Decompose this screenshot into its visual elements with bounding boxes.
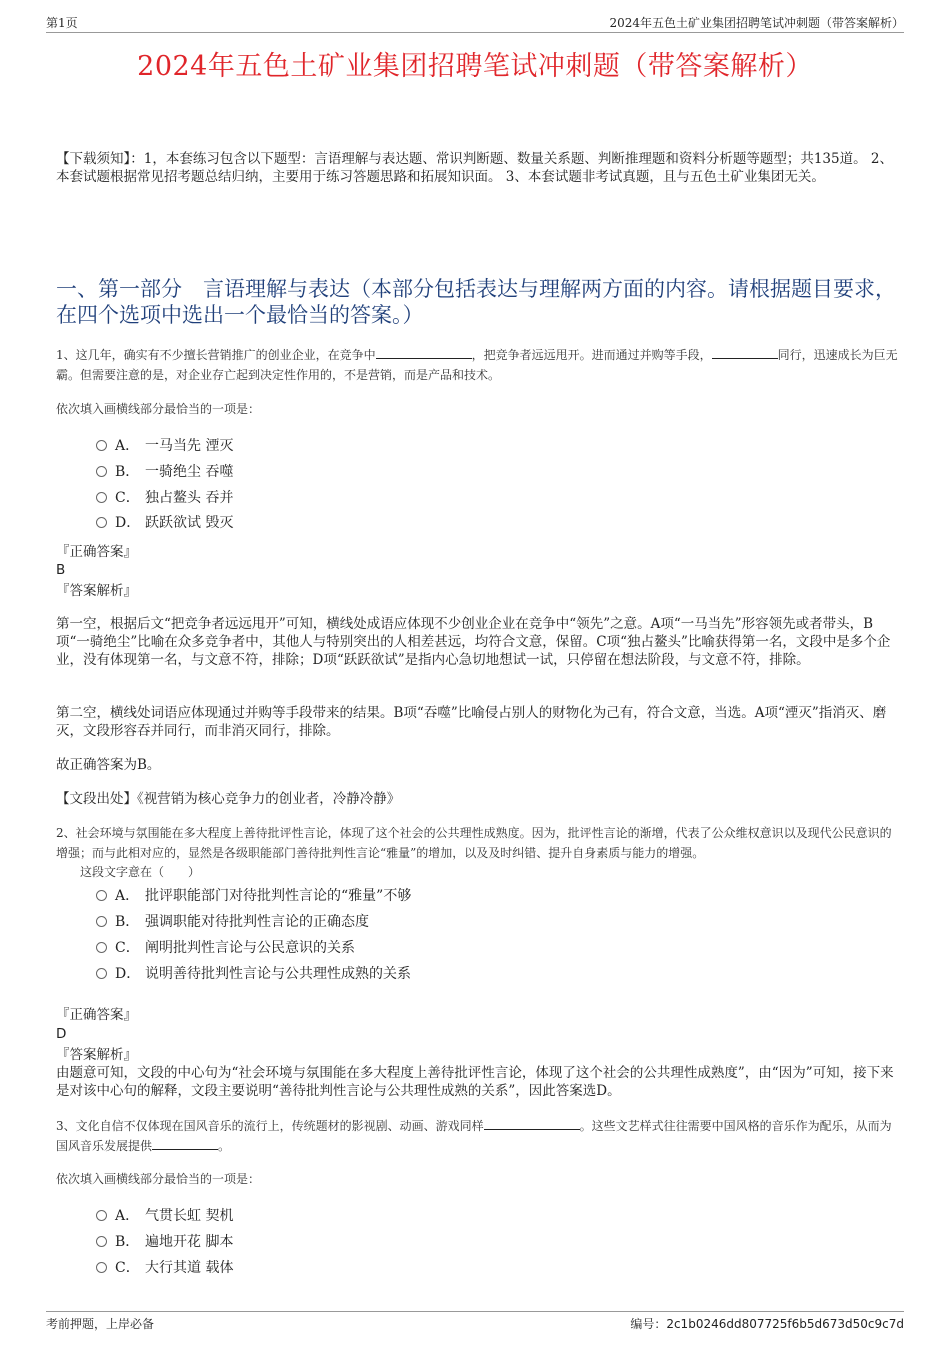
analysis-label: 『答案解析』 bbox=[56, 1047, 137, 1063]
analysis-label: 『答案解析』 bbox=[56, 583, 137, 599]
radio-icon[interactable] bbox=[96, 942, 107, 953]
q1-option-c[interactable]: C． 独占鳌头 吞并 bbox=[96, 489, 233, 507]
q2-option-a[interactable]: A． 批评职能部门对待批判性言论的“雅量”不够 bbox=[96, 887, 411, 905]
fill-blank bbox=[712, 346, 778, 359]
radio-icon[interactable] bbox=[96, 1262, 107, 1273]
header-doc-title: 2024年五色土矿业集团招聘笔试冲刺题（带答案解析） bbox=[609, 16, 904, 30]
question-3-stem: 3、文化自信不仅体现在国风音乐的流行上，传统题材的影视剧、动画、游戏同样 。这些文艺样式往往需要中国风格的音乐作为配乐，从而为国风音乐发展提供 。 bbox=[56, 1119, 892, 1153]
q2-option-d[interactable]: D． 说明善待批判性言论与公共理性成熟的关系 bbox=[96, 965, 411, 983]
page-header bbox=[46, 14, 904, 33]
page-footer bbox=[46, 1311, 904, 1335]
radio-icon[interactable] bbox=[96, 440, 107, 451]
q3-option-b[interactable]: B． 遍地开花 脚本 bbox=[96, 1233, 233, 1251]
footer-slogan: 考前押题，上岸必备 bbox=[46, 1317, 155, 1331]
document-title: 2024年五色土矿业集团招聘笔试冲刺题（带答案解析） bbox=[137, 51, 813, 82]
q2-option-b[interactable]: B． 强调职能对待批判性言论的正确态度 bbox=[96, 913, 369, 931]
answer-value: D bbox=[56, 1026, 67, 1042]
radio-icon[interactable] bbox=[96, 916, 107, 927]
analysis-paragraph: 第二空，横线处词语应体现通过并购等手段带来的结果。B项“吞噬”比喻侵占别人的财物化为己有，符合文意，当选。A项“湮灭”指消灭、磨灭，文段形容吞并同行，而非消灭同行，排除。 bbox=[56, 705, 887, 739]
analysis-conclusion: 故正确答案为B。 bbox=[56, 757, 161, 773]
question-1-stem: 1、这几年，确实有不少擅长营销推广的创业企业，在竞争中 ，把竞争者远远甩开。进而通过并购等手段， 同行，迅速成长为巨无霸。但需要注意的是，对企业存亡起到决定性作用的，不是营销，而是产品和技术。 bbox=[56, 348, 898, 382]
answer-value: B bbox=[56, 562, 66, 578]
question-1-prompt: 依次填入画横线部分最恰当的一项是： bbox=[56, 402, 261, 416]
radio-icon[interactable] bbox=[96, 968, 107, 979]
section-heading: 一、第一部分 言语理解与表达（本部分包括表达与理解两方面的内容。请根据题目要求，在四个选项中选出一个最恰当的答案。） bbox=[56, 277, 896, 327]
radio-icon[interactable] bbox=[96, 517, 107, 528]
q1-option-b[interactable]: B． 一骑绝尘 吞噬 bbox=[96, 463, 233, 481]
q1-option-d[interactable]: D． 跃跃欲试 毁灭 bbox=[96, 514, 233, 532]
fill-blank bbox=[484, 1117, 580, 1130]
answer-label: 『正确答案』 bbox=[56, 544, 137, 560]
q1-option-a[interactable]: A． 一马当先 湮灭 bbox=[96, 437, 233, 455]
radio-icon[interactable] bbox=[96, 1236, 107, 1247]
analysis-paragraph: 第一空，根据后文“把竞争者远远甩开”可知，横线处成语应体现不少创业企业在竞争中“领先”之意。A项“一马当先”形容领先或者带头，B项“一骑绝尘”比喻在众多竞争者中，其他人与特别突出的人相差甚远，均符合文意，保留。C项“独占鳌头”比喻获得第一名，文段中是多个企业，没有体现第一名，与文意不符，排除；D项“跃跃欲试”是指内心急切地想试一试，只停留在想法阶段，与文意不符，排除。 bbox=[56, 616, 891, 668]
q3-option-a[interactable]: A． 气贯长虹 契机 bbox=[96, 1207, 233, 1225]
radio-icon[interactable] bbox=[96, 466, 107, 477]
analysis-paragraph: 由题意可知，文段的中心句为“社会环境与氛围能在多大程度上善待批评性言论，体现了这个社会的公共理性成熟度”，由“因为”可知，接下来是对该中心句的解释，文段主要说明“善待批判性言论与公共理性成熟的关系”，因此答案选D。 bbox=[56, 1065, 894, 1099]
q3-option-c[interactable]: C． 大行其道 载体 bbox=[96, 1259, 233, 1277]
source-citation: 【文段出处】《视营销为核心竞争力的创业者，冷静冷静》 bbox=[56, 791, 401, 807]
question-3-prompt: 依次填入画横线部分最恰当的一项是： bbox=[56, 1172, 261, 1186]
fill-blank bbox=[152, 1137, 218, 1150]
page-number: 第1页 bbox=[46, 16, 78, 30]
q2-option-c[interactable]: C． 阐明批判性言论与公民意识的关系 bbox=[96, 939, 355, 957]
fill-blank bbox=[376, 346, 472, 359]
radio-icon[interactable] bbox=[96, 1210, 107, 1221]
answer-label: 『正确答案』 bbox=[56, 1007, 137, 1023]
question-2-prompt: 这段文字意在（ ） bbox=[80, 865, 201, 879]
download-notice: 【下载须知】：1，本套练习包含以下题型：言语理解与表达题、常识判断题、数量关系题、判断推理题和资料分析题等题型；共135道。 2、本套试题根据常见招考题总结归纳，主要用于练习答题思路和拓展知识面。 3、本套试题非考试真题，且与五色土矿业集团无关。 bbox=[56, 151, 893, 185]
radio-icon[interactable] bbox=[96, 890, 107, 901]
radio-icon[interactable] bbox=[96, 492, 107, 503]
question-2-stem: 2、社会环境与氛围能在多大程度上善待批评性言论，体现了这个社会的公共理性成熟度。因为，批评性言论的渐增，代表了公众维权意识以及现代公民意识的增强；而与此相对应的，显然是各级职能部门善待批判性言论“雅量”的增加，以及及时纠错、提升自身素质与能力的增强。 bbox=[56, 826, 892, 860]
footer-doc-id: 编号：2c1b0246dd807725f6b5d673d50c9c7d bbox=[630, 1317, 904, 1331]
